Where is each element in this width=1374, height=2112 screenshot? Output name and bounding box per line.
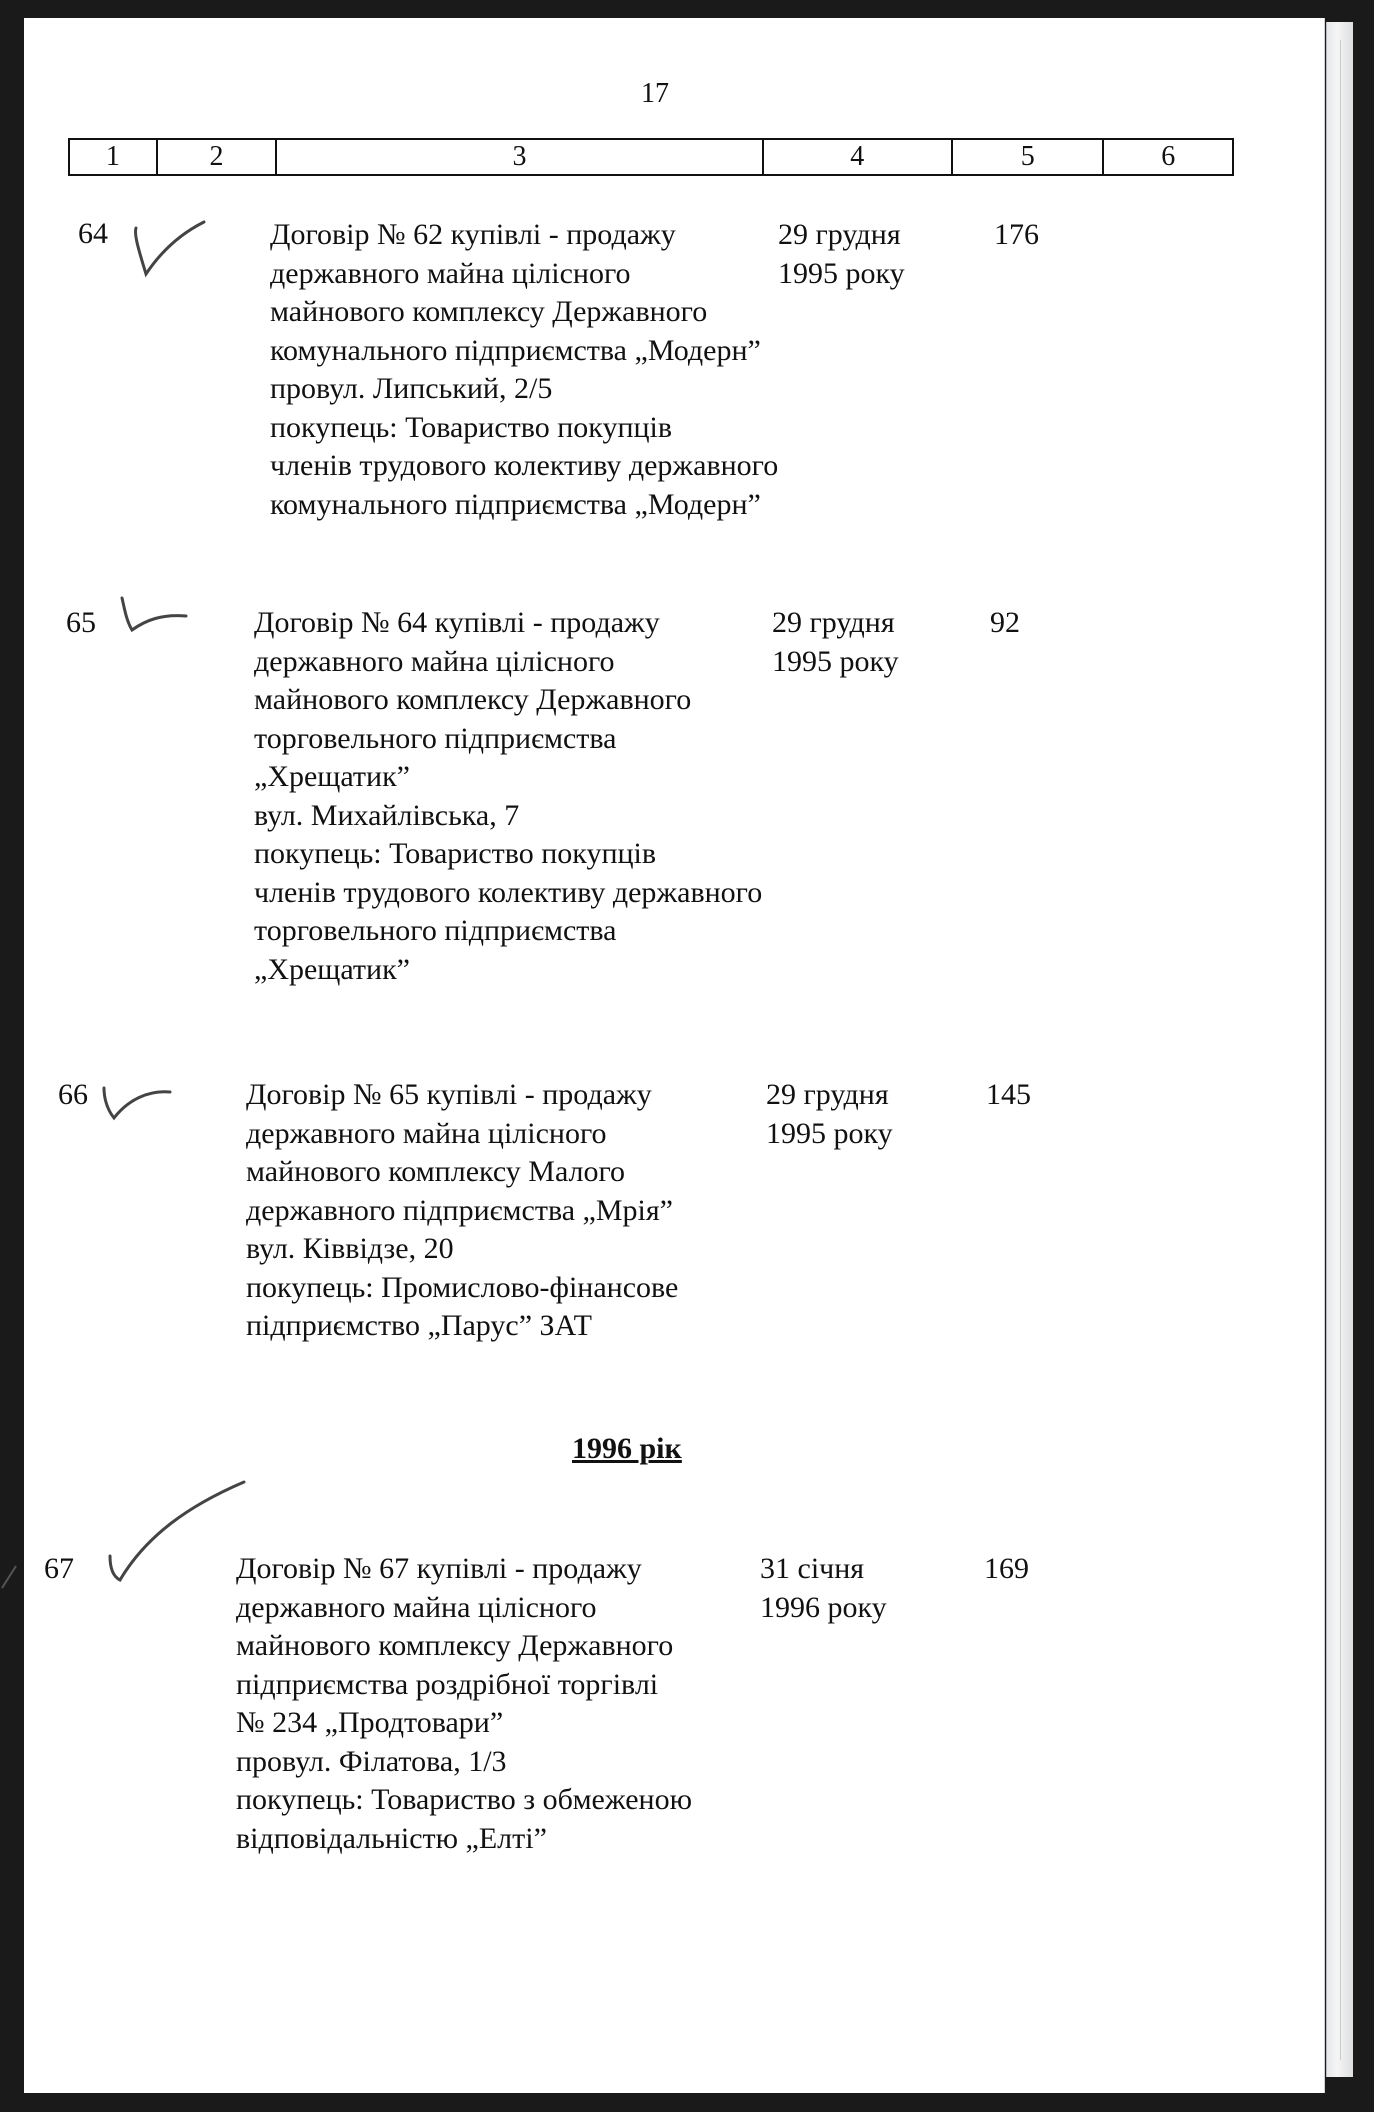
page-number: 17 [641,78,669,109]
margin-stroke-icon [0,1560,20,1590]
checkmark-icon [98,1476,248,1586]
entry-line: провул. Липський, 2/5 [270,372,553,405]
entry-line: торговельного підприємства [254,914,617,947]
entry-description [270,216,778,524]
entry-pages: 92 [990,606,1020,639]
entry-line: підприємство „Парус” ЗАТ [246,1309,592,1342]
entry-line: Договір № 62 купівлі - продажу [270,218,676,251]
entry-date-year: 1996 року [760,1590,887,1624]
entry-date-day: 29 грудня [772,606,895,639]
entry-line: покупець: Товариство покупців [254,837,657,870]
entry-line: підприємства роздрібної торгівлі [236,1667,659,1701]
entry-line: торговельного підприємства [254,721,617,755]
entry-line: „Хрещатик” [254,952,410,986]
entry-line: державного майна цілісного [270,256,631,290]
entry-line: № 234 „Продтовари” [236,1706,504,1739]
entry-date [772,604,899,681]
entry-line: майнового комплексу Малого [246,1155,626,1188]
entry-line: вул. Михайлівська, 7 [254,798,520,832]
entry-date-year: 1995 року [778,256,905,290]
entry-description [246,1076,678,1346]
entry-line: покупець: Товариство з обмеженою [236,1783,692,1816]
entry-line: майнового комплексу Державного [254,683,692,716]
entry-line: Договір № 67 купівлі - продажу [236,1552,642,1585]
entry-number: 64 [78,217,108,250]
entry-date-day: 29 грудня [766,1078,889,1111]
entry-line: державного майна цілісного [254,644,615,678]
entry-line: покупець: Товариство покупців [270,410,673,444]
entry-line: „Хрещатик” [254,760,410,793]
entry-number: 66 [58,1078,88,1111]
entry-line: провул. Філатова, 1/3 [236,1744,507,1778]
entry-line: майнового комплексу Державного [236,1629,674,1662]
entry-line: членів трудового колективу державного [270,449,779,482]
entry-date [766,1076,893,1153]
entry-date [760,1550,887,1627]
column-header-4: 4 [764,140,953,174]
entry-date-day: 29 грудня [778,218,901,251]
entry-description [236,1550,692,1858]
entry-line: державного майна цілісного [236,1590,597,1624]
entry-line: відповідальністю „Елті” [236,1821,547,1855]
entry-pages: 176 [994,218,1039,251]
page-edge-line [1340,40,1341,2060]
entry-line: державного майна цілісного [246,1116,607,1150]
entry-line: державного підприємства „Мрія” [246,1193,673,1227]
column-header-6: 6 [1161,141,1176,172]
column-header-3: 3 [277,140,763,174]
checkmark-icon [130,218,210,280]
entry-date-year: 1995 року [766,1116,893,1150]
column-header-5: 5 [953,140,1104,174]
entry-pages: 169 [984,1552,1029,1585]
entry-number: 65 [66,606,96,639]
entry-date-year: 1995 року [772,644,899,678]
entry-line: Договір № 64 купівлі - продажу [254,606,660,639]
entry-line: вул. Ківвідзе, 20 [246,1232,454,1265]
column-header-row [68,138,1234,176]
entry-line: комунального підприємства „Модерн” [270,487,761,521]
column-header-1: 1 [70,140,158,174]
entry-line: членів трудового колективу державного [254,875,763,909]
entry-date-day: 31 січня [760,1552,865,1585]
section-heading: 1996 рік [572,1432,682,1465]
entry-line: комунального підприємства „Модерн” [270,333,761,367]
column-header-2: 2 [158,140,278,174]
entry-line: покупець: Промислово-фінансове [246,1270,679,1304]
entry-line: майнового комплексу Державного [270,295,708,328]
entry-pages: 145 [986,1078,1031,1111]
entry-date [778,216,905,293]
checkmark-icon [118,592,190,636]
entry-line: Договір № 65 купівлі - продажу [246,1078,652,1111]
entry-number: 67 [44,1552,74,1585]
entry-description [254,604,762,989]
checkmark-icon [100,1078,174,1124]
